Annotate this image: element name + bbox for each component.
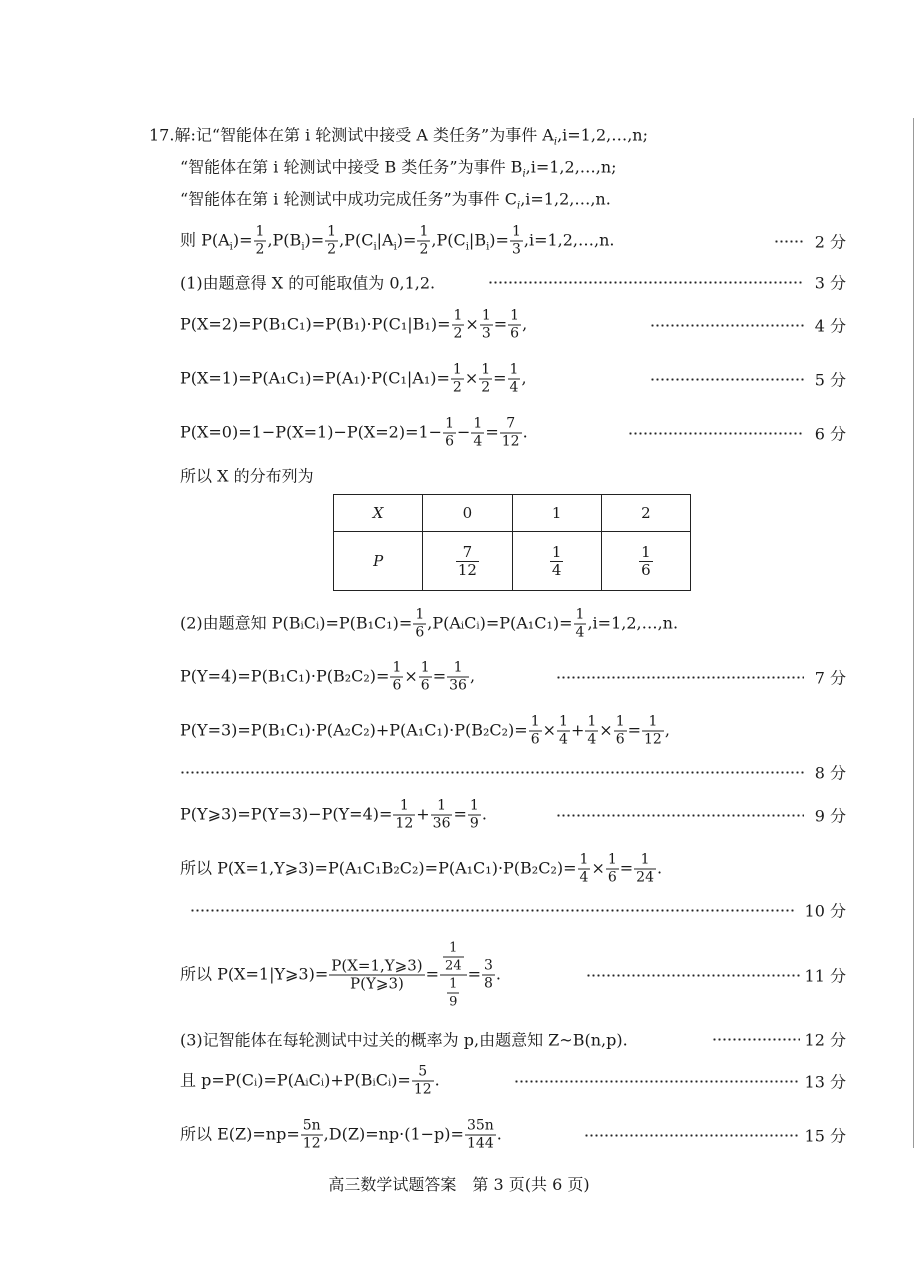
leader-dots [190, 909, 794, 912]
py3-score-line [0, 752, 918, 792]
score: 4 分 [814, 316, 846, 336]
fraction: $\frac{1}{2}$ [327, 223, 337, 258]
score: 3 分 [814, 273, 846, 293]
score: 6 分 [814, 424, 846, 444]
part1-intro: (1)由题意得 X 的可能取值为 0,1,2. 3 分 [0, 262, 918, 302]
def-line-a: 17.解:记“智能体在第 i 轮测试中接受 A 类任务”为事件 $A_i,i=1,2,\dots,n$; [149, 125, 648, 148]
leader-dots [774, 240, 804, 243]
px2-line: P(X=2)=P(B₁C₁)=P(B₁)·P(C₁|B₁)= $\frac{1}{2}$ × $\frac{1}{3}$ = $\frac{1}{6}$ , 4 分 [180, 307, 846, 342]
score: 11 分 [804, 966, 846, 986]
score: 7 分 [814, 668, 846, 688]
score: 12 分 [804, 1030, 846, 1050]
leader-dots [556, 814, 804, 817]
pc-line: 且 p=P(Cᵢ)=P(AᵢCᵢ)+P(BᵢCᵢ)= $\frac{5}{12}$ . 13 分 [180, 1063, 846, 1098]
table-row-label: P [334, 532, 423, 591]
leader-dots [514, 1080, 800, 1083]
margin-line [913, 118, 914, 1148]
leader-dots [650, 378, 804, 381]
def-line-c: “智能体在第 i 轮测试中成功完成任务”为事件 $C_i,i=1,2,\dots,n$. [180, 189, 611, 212]
joint-score-line [0, 890, 918, 930]
leader-dots [180, 771, 804, 774]
conditional-line: 所以 P(X=1|Y⩾3)= $\frac{P(X=1,Y⩾3)}{P(Y⩾3)}$ = $\frac{\frac{1}{24}}{\frac{1}{9}}$ = $\frac{3}{8}$ . 11 分 [180, 940, 846, 1010]
table-header-cell: 0 [423, 495, 512, 532]
py3-line: P(Y=3)=P(B₁C₁)·P(A₂C₂)+P(A₁C₁)·P(B₂C₂)= $\frac{1}{6}$ × $\frac{1}{4}$ + $\frac{1}{4}$ × $\frac{1}{6}$ = $\frac{1}{12}$ , [180, 713, 670, 748]
leader-dots [712, 1038, 800, 1041]
distribution-table [333, 494, 691, 591]
leader-dots [586, 974, 800, 977]
table-cell: $\frac{1}{4}$ [512, 532, 601, 591]
dist-intro: 所以 X 的分布列为 [180, 466, 314, 486]
part2-intro: (2)由题意知 P(BᵢCᵢ)=P(B₁C₁)= $\frac{1}{6}$ ,P(AᵢCᵢ)=P(A₁C₁)= $\frac{1}{4}$ ,i=1,2,…,n. [180, 606, 679, 641]
table-cell: $\frac{7}{12}$ [423, 532, 512, 591]
fraction: $\frac{1}{2}$ [419, 223, 429, 258]
part3-intro: (3)记智能体在每轮测试中过关的概率为 p,由题意知 Z~B(n,p). 12 分 [0, 1019, 918, 1059]
pyge3-line: P(Y⩾3)=P(Y=3)−P(Y=4)= $\frac{1}{12}$ + $\frac{1}{36}$ = $\frac{1}{9}$ . 9 分 [180, 797, 846, 832]
score: 10 分 [804, 901, 846, 921]
joint-line: 所以 P(X=1,Y⩾3)=P(A₁C₁B₂C₂)=P(A₁C₁)·P(B₂C₂)= $\frac{1}{4}$ × $\frac{1}{6}$ = $\frac{1}{24}$ . [180, 851, 663, 886]
px1-line: P(X=1)=P(A₁C₁)=P(A₁)·P(C₁|A₁)= $\frac{1}{2}$ × $\frac{1}{2}$ = $\frac{1}{4}$ , 5 分 [180, 361, 846, 396]
fraction: $\frac{1}{2}$ [255, 223, 265, 258]
table-header-cell: X [334, 495, 423, 532]
score: 5 分 [814, 370, 846, 390]
score: 13 分 [804, 1072, 846, 1092]
py4-line: P(Y=4)=P(B₁C₁)·P(B₂C₂)= $\frac{1}{6}$ × $\frac{1}{6}$ = $\frac{1}{36}$ , 7 分 [180, 659, 846, 694]
probs-line: 则 $P(A_i)=$ $\frac{1}{2}$ $,P(B_i)=$ $\frac{1}{2}$ $,P(C_i|A_i)=$ $\frac{1}{2}$ $,P(C_i|B_i)=$ $\frac{1}{3}$ ,i=1,2,…,n. 2 分 [180, 223, 846, 258]
page-footer: 高三数学试题答案 第 3 页(共 6 页) [328, 1175, 590, 1194]
def-line-b: “智能体在第 i 轮测试中接受 B 类任务”为事件 $B_i,i=1,2,\dots,n$; [180, 157, 617, 180]
leader-dots [556, 676, 804, 679]
table-header-cell: 2 [601, 495, 690, 532]
leader-dots [584, 1134, 800, 1137]
score: 9 分 [814, 806, 846, 826]
px0-line: P(X=0)=1−P(X=1)−P(X=2)=1− $\frac{1}{6}$ − $\frac{1}{4}$ = $\frac{7}{12}$ . 6 分 [180, 415, 846, 450]
score: 8 分 [814, 763, 846, 783]
leader-dots [650, 324, 804, 327]
table-cell: $\frac{1}{6}$ [601, 532, 690, 591]
score: 15 分 [804, 1126, 846, 1146]
table-header-cell: 1 [512, 495, 601, 532]
fraction: $\frac{1}{3}$ [511, 223, 521, 258]
score: 2 分 [814, 232, 846, 252]
leader-dots [628, 432, 804, 435]
ez-dz-line: 所以 E(Z)=np= $\frac{5n}{12}$ ,D(Z)=np·(1−p)= $\frac{35n}{144}$ . 15 分 [180, 1117, 846, 1152]
leader-dots [488, 281, 804, 284]
